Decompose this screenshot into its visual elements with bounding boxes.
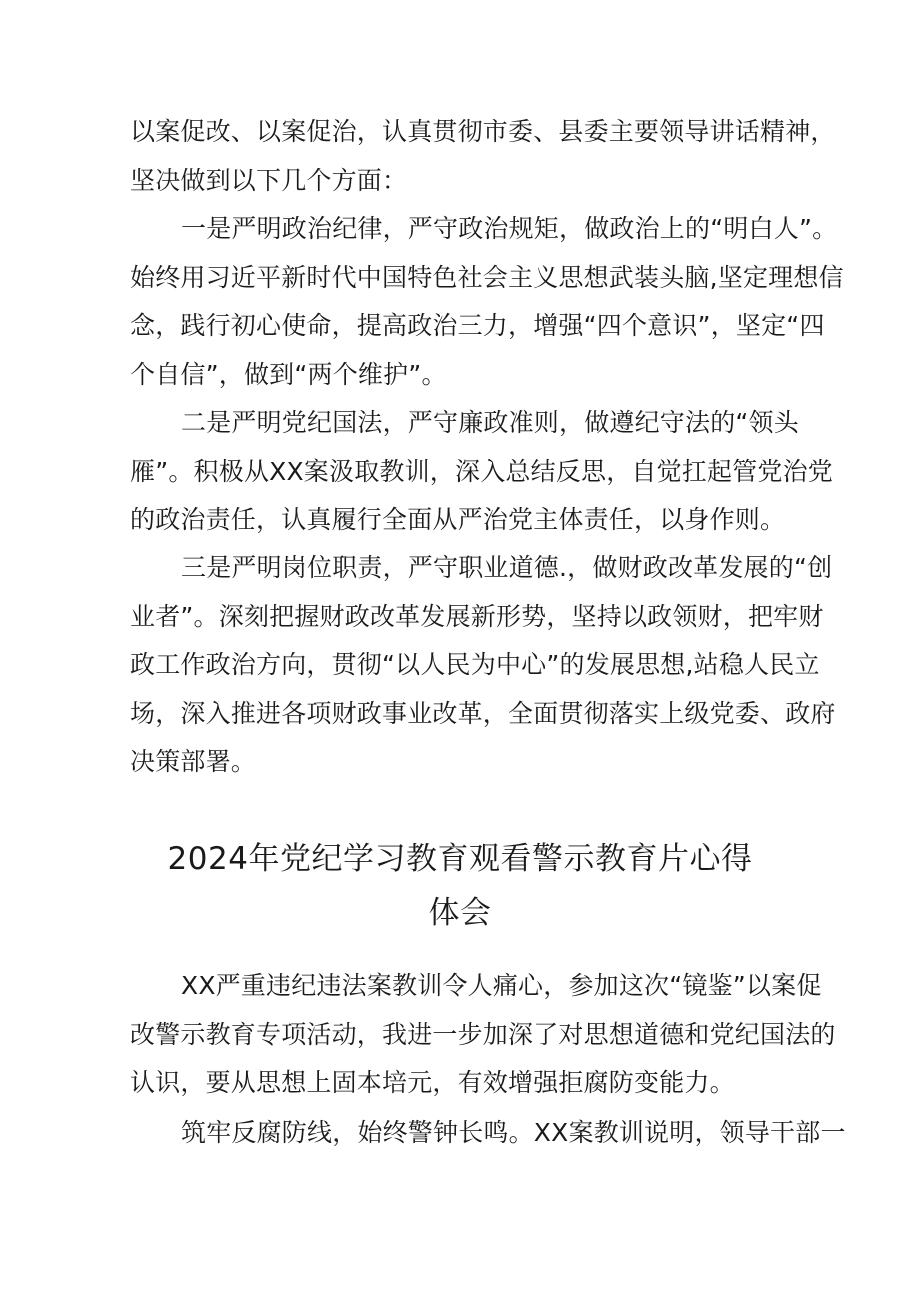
text-line: 业者”。深刻把握财政改革发展新形势，坚持以政领财，把牢财 xyxy=(130,602,824,631)
text-line: 三是严明岗位职责，严守职业道德.，做财政改革发展的“创 xyxy=(181,553,833,582)
text-line: 认识，要从思想上固本培元，有效增强拒腐防变能力。 xyxy=(130,1068,735,1097)
text-line: XX严重违纪违法案教训令人痛心，参加这次“镜鉴”以案促 xyxy=(181,971,822,1000)
title-line: 2024年党纪学习教育观看警示教育片心得 xyxy=(167,841,753,877)
text-line: 念，践行初心使命，提高政治三力，增强“四个意识”，坚定“四 xyxy=(130,311,825,340)
text-line: 的政治责任，认真履行全面从严治党主体责任，以身作则。 xyxy=(130,505,786,534)
text-line: 决策部署。 xyxy=(130,747,257,776)
text-line: 个自信”，做到“两个维护”。 xyxy=(130,360,447,389)
text-line: 始终用习近平新时代中国特色社会主义思想武装头脑,坚定理想信 xyxy=(130,263,844,292)
text-line: 以案促改、以案促治，认真贯彻市委、县委主要领导讲话精神， xyxy=(130,117,836,146)
text-line: 坚决做到以下几个方面： xyxy=(130,166,408,195)
text-line: 筑牢反腐防线，始终警钟长鸣。XX案教训说明，领导干部一 xyxy=(181,1118,846,1147)
text-line: 场，深入推进各项财政事业改革，全面贯彻落实上级党委、政府 xyxy=(130,699,836,728)
text-line: 雁”。积极从XX案汲取教训，深入总结反思，自觉扛起管党治党 xyxy=(130,457,834,486)
text-line: 一是严明政治纪律，严守政治规矩，做政治上的“明白人”。 xyxy=(181,214,838,243)
text-line: 改警示教育专项活动，我进一步加深了对思想道德和党纪国法的 xyxy=(130,1020,836,1049)
text-line: 政工作政治方向，贯彻“以人民为中心”的发展思想,站稳人民立 xyxy=(130,650,820,679)
title-line: 体会 xyxy=(428,895,492,931)
text-line: 二是严明党纪国法，严守廉政准则，做遵纪守法的“领头 xyxy=(181,408,799,437)
